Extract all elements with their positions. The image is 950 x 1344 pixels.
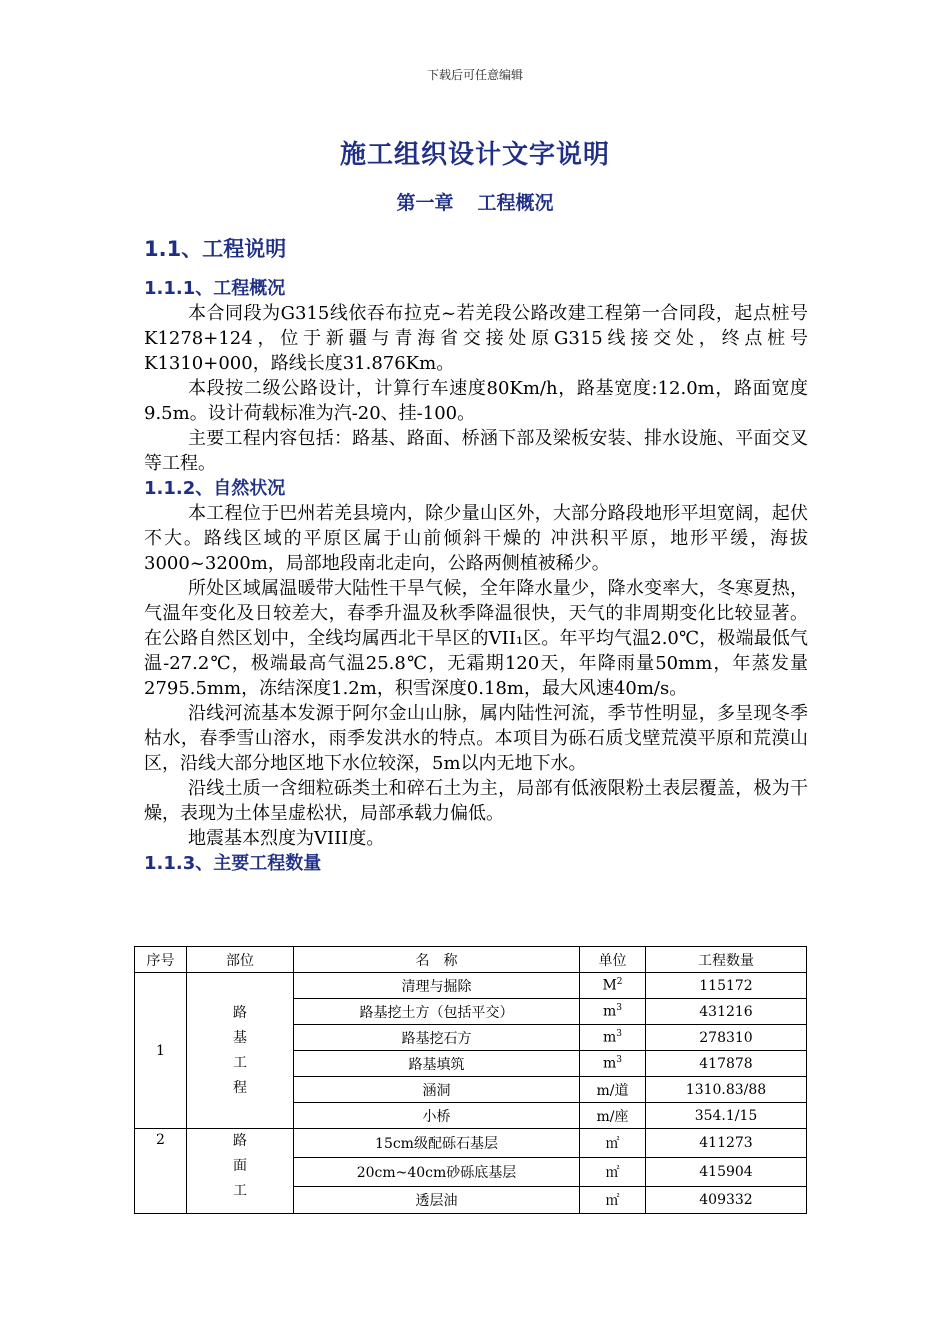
row-seq: 1 <box>135 973 187 1129</box>
row-unit: ㎡ <box>580 1158 646 1187</box>
row-name: 清理与掘除 <box>294 973 580 999</box>
header-seq: 序号 <box>135 947 187 973</box>
chapter-title <box>0 188 950 215</box>
chapter-number: 第一章 <box>396 192 454 214</box>
header-qty: 工程数量 <box>646 947 807 973</box>
row-name: 路基挖石方 <box>294 1025 580 1051</box>
paragraph: 沿线河流基本发源于阿尔金山山脉，属内陆性河流，季节性明显，多呈现冬季枯水，春季雪山溶水，雨季发洪水的特点。本项目为砾石质戈壁荒漠平原和荒漠山区，沿线大部分地区地下水位较深，5m以内无地下水。 <box>144 703 808 774</box>
part-char: 基 <box>233 1029 247 1046</box>
row-unit: $m^3$ <box>580 999 646 1025</box>
section-heading-1-1-2: 1.1.2、自然状况 <box>144 478 286 499</box>
section-heading-1-1-1: 1.1.1、工程概况 <box>144 278 286 299</box>
part-char: 路 <box>233 1004 247 1021</box>
chapter-name: 工程概况 <box>477 192 554 214</box>
row-qty: 278310 <box>646 1025 807 1051</box>
row-qty: 415904 <box>646 1158 807 1187</box>
paragraph: 地震基本烈度为VIII度。 <box>188 828 385 849</box>
quantities-table <box>134 946 807 1214</box>
header-note: 下载后可任意编辑 <box>426 68 523 82</box>
section-heading-1-1: 1.1、工程说明 <box>144 237 287 261</box>
table-row <box>135 973 807 999</box>
row-qty: 115172 <box>646 973 807 999</box>
row-qty: 417878 <box>646 1051 807 1077</box>
table-row <box>135 1129 807 1158</box>
row-unit: m/座 <box>580 1103 646 1129</box>
row-name: 15cm级配砾石基层 <box>294 1129 580 1158</box>
part-char: 工 <box>233 1054 247 1071</box>
paragraph: 本合同段为G315线依吞布拉克~若羌段公路改建工程第一合同段，起点桩号K1278+124，位于新疆与青海省交接处原G315线接交处，终点桩号K1310+000，路线长度31.876Km。 <box>144 303 808 374</box>
row-qty: 431216 <box>646 999 807 1025</box>
row-qty: 1310.83/88 <box>646 1077 807 1103</box>
section-heading-1-1-3: 1.1.3、主要工程数量 <box>144 853 322 874</box>
table-header-row <box>135 947 807 973</box>
document-body <box>144 232 808 876</box>
paragraph: 所处区域属温暖带大陆性干旱气候，全年降水量少，降水变率大，冬寒夏热，气温年变化及日较差大，春季升温及秋季降温很快，天气的非周期变化比较显著。在公路自然区划中，全线均属西北干旱区的VII₁区。年平均气温2.0℃，极端最低气温-27.2℃，极端最高气温25.8℃，无霜期120天，年降雨量50mm，年蒸发量2795.5mm，冻结深度1.2m，积雪深度0.18m，最大风速40m/s。 <box>144 578 808 699</box>
row-unit: ㎡ <box>580 1129 646 1158</box>
row-name: 20cm~40cm砂砾底基层 <box>294 1158 580 1187</box>
row-name: 透层油 <box>294 1187 580 1214</box>
header-unit: 单位 <box>580 947 646 973</box>
row-unit: $M^2$ <box>580 973 646 999</box>
part-char: 工 <box>233 1183 247 1199</box>
paragraph: 主要工程内容包括：路基、路面、桥涵下部及梁板安装、排水设施、平面交叉等工程。 <box>144 428 808 474</box>
row-qty: 411273 <box>646 1129 807 1158</box>
row-seq: 2 <box>135 1129 187 1214</box>
header-name: 名 称 <box>294 947 580 973</box>
header-part: 部位 <box>187 947 294 973</box>
row-qty: 354.1/15 <box>646 1103 807 1129</box>
document-title: 施工组织设计文字说明 <box>339 140 610 170</box>
row-part <box>187 1129 294 1214</box>
row-name: 小桥 <box>294 1103 580 1129</box>
row-name: 路基挖土方（包括平交） <box>294 999 580 1025</box>
part-char: 面 <box>233 1158 247 1174</box>
paragraph: 沿线土质一含细粒砾类土和碎石土为主，局部有低液限粉土表层覆盖，极为干燥，表现为土体呈虚松状，局部承载力偏低。 <box>144 778 808 824</box>
paragraph: 本工程位于巴州若羌县境内，除少量山区外，大部分路段地形平坦宽阔，起伏不大。路线区域的平原区属于山前倾斜干燥的 冲洪积平原，地形平缓，海拔3000~3200m，局部地段南北走向，公路两侧植被稀少。 <box>144 503 808 574</box>
row-name: 路基填筑 <box>294 1051 580 1077</box>
row-name: 涵洞 <box>294 1077 580 1103</box>
row-unit: ㎡ <box>580 1187 646 1214</box>
part-char: 路 <box>233 1133 247 1149</box>
row-qty: 409332 <box>646 1187 807 1214</box>
quantities-table-wrap <box>134 946 806 1214</box>
row-unit: m/道 <box>580 1077 646 1103</box>
row-unit: $m^3$ <box>580 1051 646 1077</box>
row-unit: $m^3$ <box>580 1025 646 1051</box>
part-char: 程 <box>233 1079 247 1096</box>
row-part <box>187 973 294 1129</box>
paragraph: 本段按二级公路设计，计算行车速度80Km/h，路基宽度:12.0m，路面宽度9.5m。设计荷载标准为汽-20、挂-100。 <box>144 378 808 424</box>
